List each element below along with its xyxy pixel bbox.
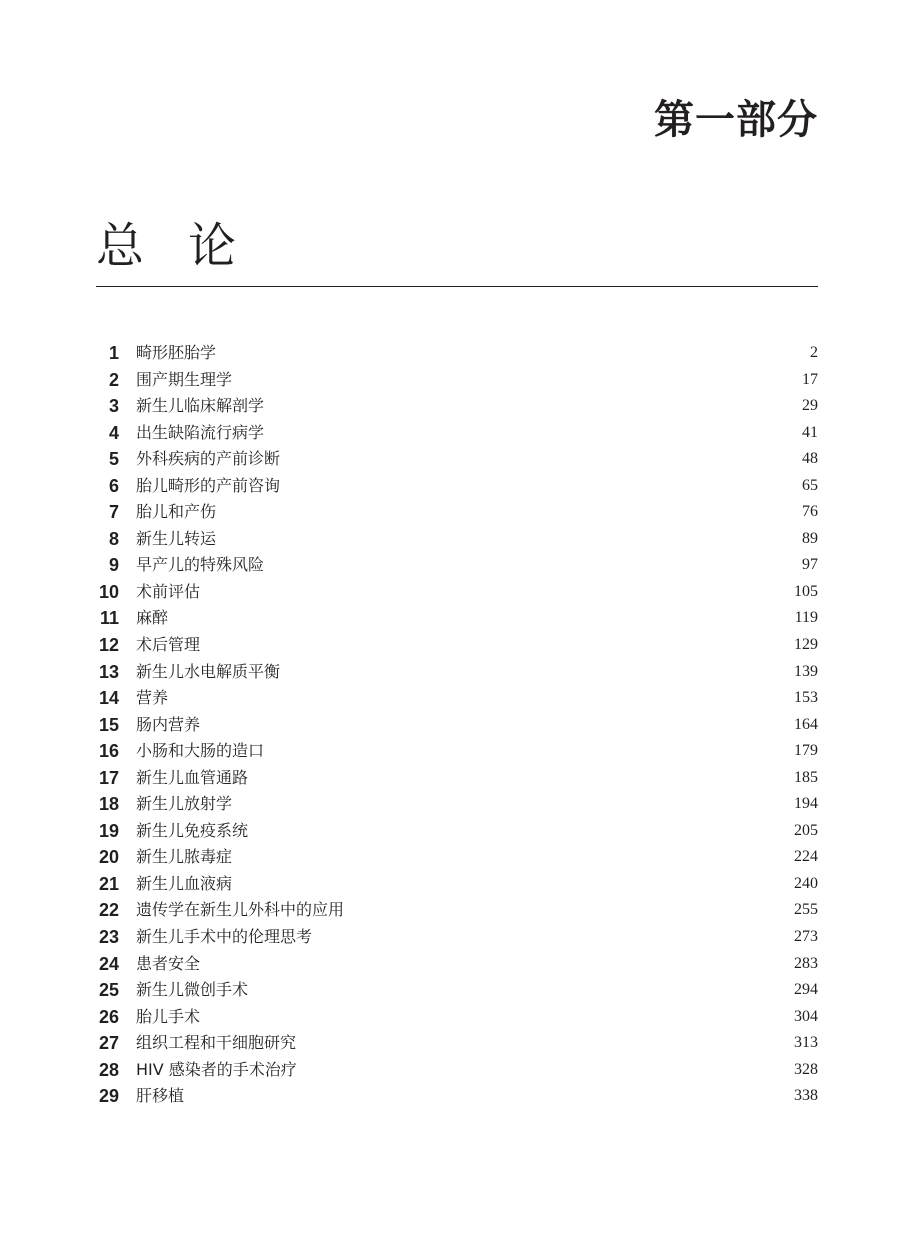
toc-chapter-number: 1 xyxy=(108,343,119,363)
toc-chapter-title: 胎儿畸形的产前咨询 xyxy=(136,475,281,495)
toc-entry xyxy=(96,367,818,394)
toc-entry xyxy=(96,977,818,1004)
toc-chapter-number: 29 xyxy=(98,1086,119,1107)
toc-page-number: 29 xyxy=(802,397,818,415)
toc-page-number: 194 xyxy=(794,795,818,813)
toc-chapter-number: 11 xyxy=(99,608,119,629)
toc-chapter-title: 肠内营养 xyxy=(136,714,201,734)
toc-chapter-title: 新生儿血液病 xyxy=(136,873,233,893)
toc-entry xyxy=(96,632,818,659)
toc-chapter-number: 2 xyxy=(108,369,119,390)
toc-entry xyxy=(96,526,818,553)
toc-entry xyxy=(96,1004,818,1031)
toc-page-number: 283 xyxy=(794,954,818,972)
toc-chapter-title: 术后管理 xyxy=(136,635,201,655)
toc-page-number: 273 xyxy=(794,928,818,946)
toc-entry xyxy=(96,340,818,367)
toc-chapter-number: 28 xyxy=(98,1059,119,1080)
section-title: 总论 xyxy=(96,218,281,274)
toc-chapter-title: 外科疾病的产前诊断 xyxy=(136,449,281,469)
toc-page-number: 294 xyxy=(794,981,818,999)
toc-chapter-title: 患者安全 xyxy=(136,953,201,973)
toc-entry xyxy=(96,871,818,898)
toc-entry xyxy=(96,499,818,526)
toc-page-number: 304 xyxy=(794,1007,818,1025)
toc-chapter-number: 24 xyxy=(98,953,119,974)
toc-chapter-title: 小肠和大肠的造口 xyxy=(136,741,265,761)
toc-chapter-number: 27 xyxy=(98,1033,119,1054)
toc-chapter-number: 12 xyxy=(98,635,119,656)
toc-chapter-title: 麻醉 xyxy=(136,608,169,628)
toc-chapter-number: 5 xyxy=(108,449,119,470)
toc-chapter-title: 早产儿的特殊风险 xyxy=(136,555,265,575)
toc-entry xyxy=(96,738,818,765)
toc-page-number: 129 xyxy=(794,636,818,654)
toc-entry xyxy=(96,659,818,686)
toc-entry xyxy=(96,844,818,871)
toc-entry xyxy=(96,579,818,606)
toc-chapter-number: 22 xyxy=(98,900,119,921)
toc-entry xyxy=(96,1083,818,1110)
toc-chapter-number: 26 xyxy=(98,1006,119,1027)
toc-entry xyxy=(96,712,818,739)
toc-page-number: 105 xyxy=(794,582,818,600)
toc-entry xyxy=(96,446,818,473)
toc-chapter-number: 9 xyxy=(108,555,119,576)
part-title: 第一部分 xyxy=(654,97,818,143)
toc-page-number: 76 xyxy=(802,503,818,521)
toc-chapter-title: 畸形胚胎学 xyxy=(136,343,217,362)
toc-chapter-number: 15 xyxy=(98,714,119,735)
toc-page-number: 41 xyxy=(802,423,818,441)
toc-chapter-number: 8 xyxy=(108,528,119,549)
toc-page-number: 139 xyxy=(794,662,818,680)
toc-chapter-title: 新生儿血管通路 xyxy=(136,767,249,787)
toc-entry xyxy=(96,420,818,447)
toc-chapter-number: 14 xyxy=(98,688,119,709)
toc-chapter-number: 10 xyxy=(98,581,119,602)
toc-chapter-number: 4 xyxy=(108,422,119,443)
toc-chapter-number: 19 xyxy=(98,820,119,841)
toc-page-number: 185 xyxy=(794,768,818,786)
toc-chapter-title: 围产期生理学 xyxy=(136,369,233,389)
toc-chapter-number: 16 xyxy=(98,741,119,762)
toc-page-number: 17 xyxy=(802,370,818,388)
toc-chapter-title: 新生儿手术中的伦理思考 xyxy=(136,927,313,947)
toc-page-number: 97 xyxy=(802,556,818,574)
toc-page-number: 153 xyxy=(794,689,818,707)
toc-page-number: 2 xyxy=(810,344,818,361)
toc-chapter-title: 胎儿手术 xyxy=(136,1006,201,1026)
toc-chapter-title: 胎儿和产伤 xyxy=(136,502,217,522)
title-divider xyxy=(96,286,818,287)
toc-entry xyxy=(96,765,818,792)
toc-page-number: 179 xyxy=(794,742,818,760)
toc-chapter-title: 出生缺陷流行病学 xyxy=(136,422,265,442)
toc-entry xyxy=(96,605,818,632)
toc-chapter-title: HIV 感染者的手术治疗 xyxy=(136,1059,297,1079)
toc-entry xyxy=(96,897,818,924)
toc-chapter-number: 21 xyxy=(98,873,119,894)
toc-chapter-number: 17 xyxy=(98,767,119,788)
toc-page-number: 89 xyxy=(802,529,818,547)
toc-entry xyxy=(96,1030,818,1057)
toc-page-number: 119 xyxy=(794,609,818,627)
toc-chapter-title: 新生儿放射学 xyxy=(136,794,233,814)
toc-chapter-title: 新生儿临床解剖学 xyxy=(136,396,265,416)
toc-page-number: 224 xyxy=(794,848,818,866)
toc-entry xyxy=(96,1057,818,1084)
toc-entry xyxy=(96,951,818,978)
table-of-contents xyxy=(96,340,818,1110)
toc-page-number: 240 xyxy=(794,874,818,892)
toc-chapter-number: 20 xyxy=(98,847,119,868)
toc-chapter-title: 新生儿水电解质平衡 xyxy=(136,661,281,681)
toc-entry xyxy=(96,818,818,845)
toc-page-number: 328 xyxy=(794,1060,818,1078)
toc-chapter-number: 18 xyxy=(98,794,119,815)
toc-entry xyxy=(96,473,818,500)
toc-chapter-title: 新生儿微创手术 xyxy=(136,980,249,1000)
toc-entry xyxy=(96,791,818,818)
toc-page-number: 255 xyxy=(794,901,818,919)
toc-entry xyxy=(96,685,818,712)
toc-page-number: 313 xyxy=(794,1034,818,1052)
toc-chapter-title: 肝移植 xyxy=(136,1086,185,1106)
toc-chapter-number: 3 xyxy=(108,396,119,417)
toc-chapter-title: 营养 xyxy=(136,688,169,708)
toc-entry xyxy=(96,552,818,579)
toc-chapter-number: 23 xyxy=(98,927,119,948)
toc-entry xyxy=(96,924,818,951)
toc-page-number: 338 xyxy=(794,1087,818,1105)
toc-chapter-title: 新生儿脓毒症 xyxy=(136,847,233,867)
toc-chapter-number: 6 xyxy=(108,475,119,496)
toc-chapter-title: 组织工程和干细胞研究 xyxy=(136,1033,297,1053)
toc-chapter-number: 7 xyxy=(108,502,119,523)
toc-entry xyxy=(96,393,818,420)
toc-page-number: 205 xyxy=(794,821,818,839)
toc-page-number: 164 xyxy=(794,715,818,733)
toc-page-number: 65 xyxy=(802,476,818,494)
toc-chapter-title: 新生儿转运 xyxy=(136,528,217,548)
toc-chapter-number: 25 xyxy=(98,980,119,1001)
toc-page-number: 48 xyxy=(802,450,818,468)
toc-chapter-title: 新生儿免疫系统 xyxy=(136,820,249,840)
toc-chapter-title: 术前评估 xyxy=(136,581,201,601)
toc-chapter-number: 13 xyxy=(98,661,119,682)
toc-chapter-title: 遗传学在新生儿外科中的应用 xyxy=(136,900,345,920)
